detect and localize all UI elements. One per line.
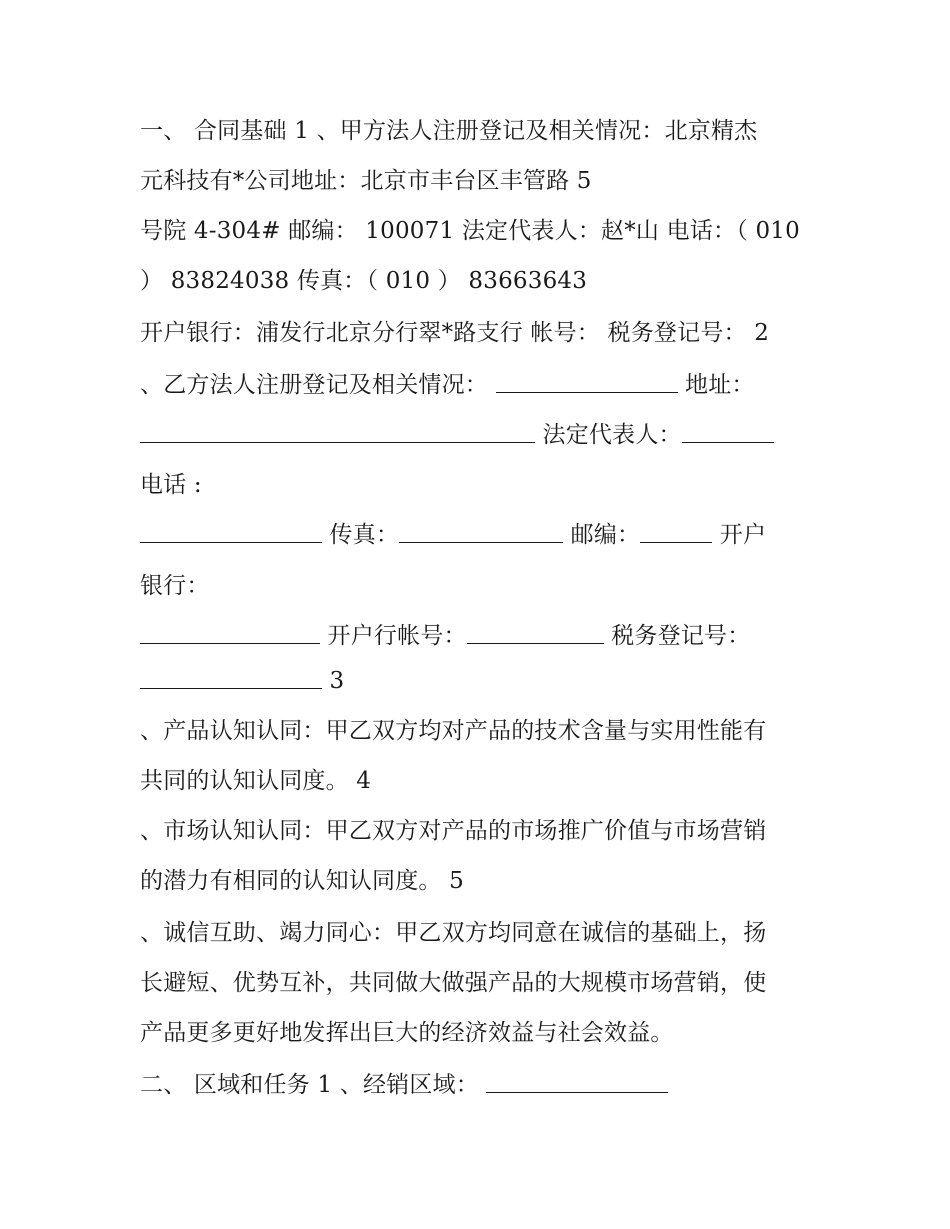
bank-label-end: 银行： bbox=[140, 573, 210, 599]
account-blank bbox=[467, 623, 604, 644]
postcode-label: 邮编： bbox=[570, 522, 641, 548]
tax-blank bbox=[140, 668, 322, 689]
text-line-3: 号院 4-304# 邮编： 100071 法定代表人：赵*山 电话：（ 010 bbox=[140, 218, 800, 244]
text-line-9 bbox=[140, 520, 766, 550]
text-line-8 bbox=[140, 470, 202, 500]
sales-region-blank bbox=[486, 1072, 668, 1093]
phone-label: 电话 : bbox=[140, 472, 202, 498]
text-line-7 bbox=[140, 420, 774, 450]
text-line-20 bbox=[140, 1070, 668, 1100]
text-line-10 bbox=[140, 571, 210, 601]
party-b-registration-blank bbox=[496, 372, 678, 393]
text-line-19: 产品更多更好地发挥出巨大的经济效益与社会效益。 bbox=[140, 1020, 674, 1046]
text-line-1: 一、 合同基础 1 、甲方法人注册登记及相关情况：北京精杰 bbox=[140, 118, 758, 144]
fax-label: 传真： bbox=[329, 522, 400, 548]
text-line-2: 元科技有*公司地址：北京市丰台区丰管路 5 bbox=[140, 168, 592, 194]
text-line-16: 的潜力有相同的认知认同度。 5 bbox=[140, 868, 464, 894]
text-line-11 bbox=[140, 621, 750, 651]
bank-label-start: 开户 bbox=[719, 522, 767, 548]
legal-rep-blank bbox=[682, 422, 774, 443]
item-number-3: 3 bbox=[329, 668, 345, 694]
text-line-6 bbox=[140, 370, 755, 400]
address-blank bbox=[140, 422, 535, 443]
legal-rep-label: 法定代表人： bbox=[542, 422, 682, 448]
text-line-14: 共同的认知认同度。 4 bbox=[140, 768, 372, 794]
text-line-13: 、产品认知认同：甲乙双方均对产品的技术含量与实用性能有 bbox=[140, 718, 767, 744]
text-line-18: 长避短、优势互补，共同做大做强产品的大规模市场营销，使 bbox=[140, 970, 767, 996]
address-label: 地址： bbox=[685, 372, 755, 398]
text-line-15: 、市场认知认同：甲乙双方对产品的市场推广价值与市场营销 bbox=[140, 818, 767, 844]
party-b-heading: 、乙方法人注册登记及相关情况： bbox=[140, 372, 488, 398]
account-label: 开户行帐号： bbox=[327, 623, 467, 649]
section-2-heading: 二、 区域和任务 1 、经销区域： bbox=[140, 1072, 479, 1098]
postcode-blank bbox=[640, 522, 712, 543]
bank-blank bbox=[140, 623, 320, 644]
text-line-4: ） 83824038 传真：（ 010 ） 83663643 bbox=[140, 268, 588, 294]
text-line-17: 、诚信互助、竭力同心：甲乙双方均同意在诚信的基础上，扬 bbox=[140, 920, 767, 946]
text-line-12 bbox=[140, 666, 344, 696]
phone-blank bbox=[140, 522, 322, 543]
tax-label: 税务登记号： bbox=[611, 623, 751, 649]
fax-blank bbox=[399, 522, 563, 543]
text-line-5: 开户银行：浦发行北京分行翠*路支行 帐号： 税务登记号： 2 bbox=[140, 320, 770, 346]
